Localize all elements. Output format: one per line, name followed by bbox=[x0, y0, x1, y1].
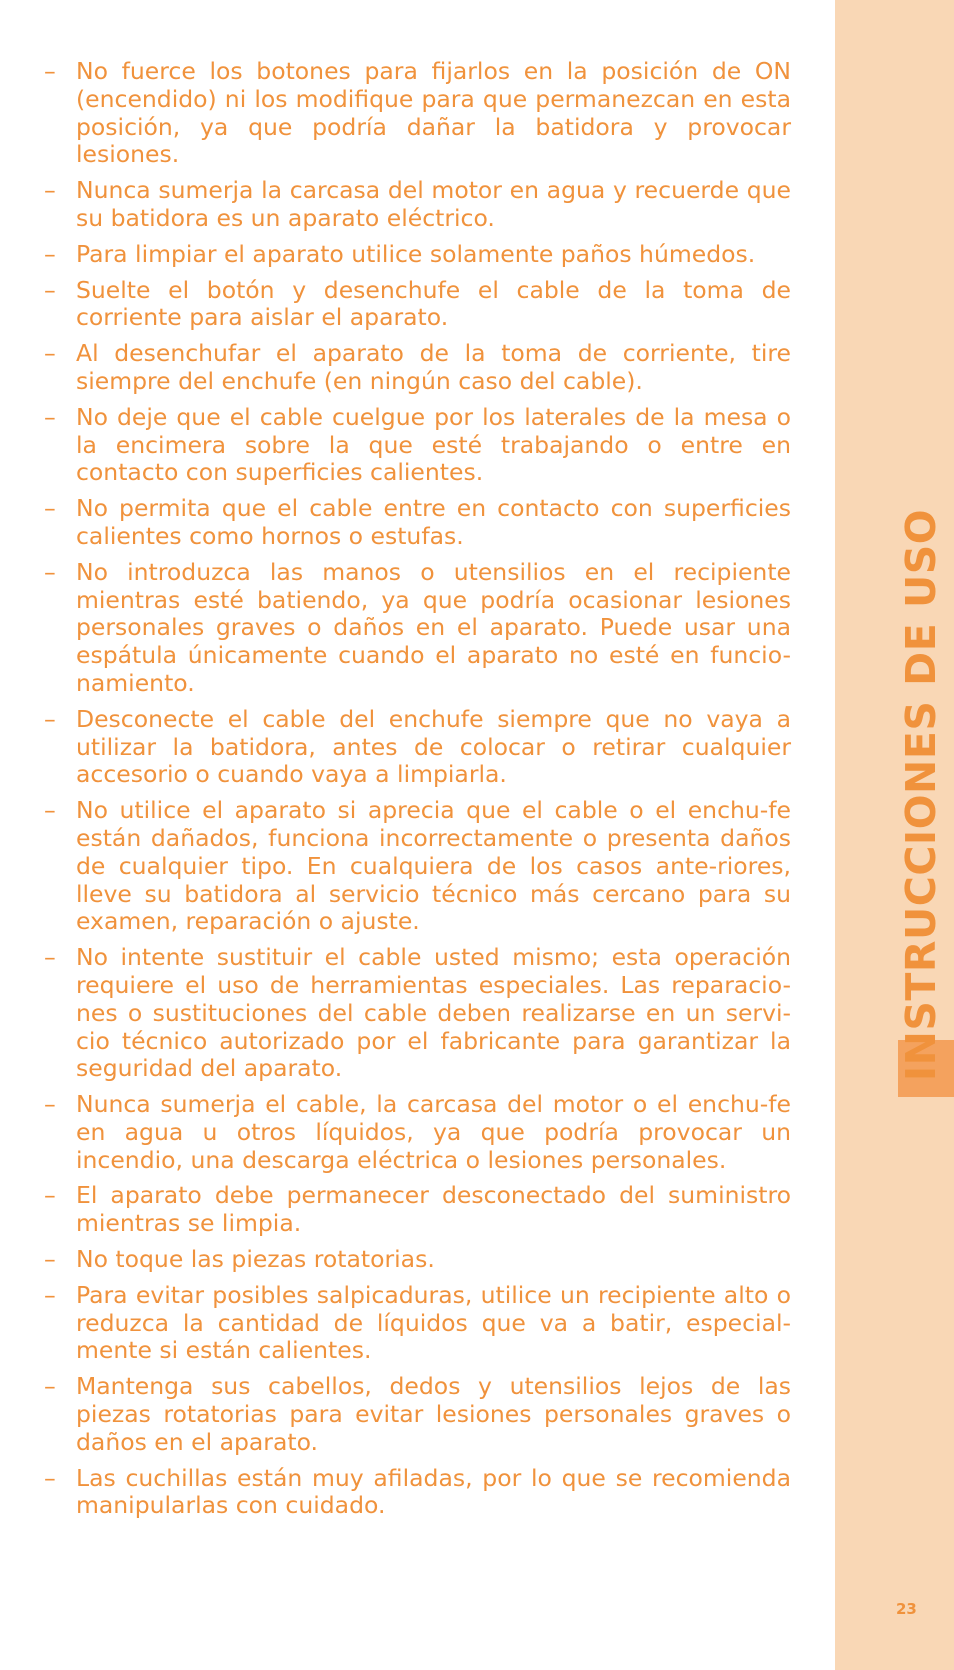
dash-bullet: – bbox=[44, 57, 56, 85]
list-item bbox=[44, 277, 791, 333]
dash-bullet: – bbox=[44, 176, 56, 205]
dash-bullet: – bbox=[44, 1245, 56, 1274]
section-title: INSTRUCCIONES DE USO bbox=[897, 508, 945, 1082]
list-item bbox=[44, 1246, 791, 1274]
list-item-text: Mantenga sus cabellos, dedos y utensilios lejos de las piezas rotatorias para evitar lesiones personales graves o daños en el aparato. bbox=[76, 1372, 791, 1456]
list-item bbox=[44, 1373, 791, 1456]
list-item-text: Desconecte el cable del enchufe siempre que no vaya a utilizar la batidora, antes de colocar o retirar cualquier accesorio o cuando vaya a limpiarla. bbox=[76, 704, 791, 789]
list-item bbox=[44, 1182, 791, 1238]
dash-bullet: – bbox=[44, 1090, 56, 1119]
list-item-text: El aparato debe permanecer desconectado del suministro mientras se limpia. bbox=[76, 1181, 791, 1238]
list-item bbox=[44, 495, 791, 551]
list-item-text: No deje que el cable cuelgue por los laterales de la mesa o la encimera sobre la que esté trabajando o entre en contacto con superficies calientes. bbox=[76, 402, 791, 487]
list-item-text: No fuerce los botones para fijarlos en la posición de ON (encendido) ni los modifique para que permanezcan en esta posición, ya que podría dañar la batidora y provocar lesiones. bbox=[76, 57, 791, 169]
dash-bullet: – bbox=[44, 239, 56, 268]
dash-bullet: – bbox=[44, 704, 56, 733]
list-item-text: Nunca sumerja el cable, la carcasa del motor o el enchu-fe en agua u otros líquidos, ya que podría provocar un incendio, una descarga eléctrica o lesiones personales. bbox=[76, 1090, 791, 1174]
dash-bullet: – bbox=[44, 1181, 56, 1210]
dash-bullet: – bbox=[44, 275, 56, 304]
list-item bbox=[44, 1465, 791, 1521]
list-item-text: Las cuchillas están muy afiladas, por lo que se recomienda manipularlas con cuidado. bbox=[76, 1463, 791, 1520]
list-item-text: Para evitar posibles salpicaduras, utilice un recipiente alto o reduzca la cantidad de líquidos que va a batir, especial-mente si están calientes. bbox=[76, 1280, 791, 1365]
list-item bbox=[44, 1091, 791, 1174]
dash-bullet: – bbox=[44, 494, 56, 523]
list-item-text: Para limpiar el aparato utilice solamente paños húmedos. bbox=[76, 239, 756, 268]
list-item bbox=[44, 58, 791, 169]
dash-bullet: – bbox=[44, 796, 56, 825]
list-item bbox=[44, 706, 791, 789]
list-item bbox=[44, 404, 791, 487]
dash-bullet: – bbox=[44, 402, 56, 431]
list-item-text: No toque las piezas rotatorias. bbox=[76, 1245, 435, 1274]
list-item bbox=[44, 944, 791, 1083]
dash-bullet: – bbox=[44, 557, 56, 586]
list-item bbox=[44, 177, 791, 233]
list-item-text: No utilice el aparato si aprecia que el cable o el enchu-fe están dañados, funciona incorrectamente o presenta daños de cualquier tipo. En cualquiera de los casos ante-riores, lleve su batidora al servicio técnico más cercano para su examen, reparación o ajuste. bbox=[76, 796, 791, 936]
list-item-text: Nunca sumerja la carcasa del motor en agua y recuerde que su batidora es un aparato eléctrico. bbox=[76, 176, 791, 232]
list-item bbox=[44, 1282, 791, 1365]
list-item-text: Al desenchufar el aparato de la toma de corriente, tire siempre del enchufe (en ningún caso del cable). bbox=[76, 339, 791, 395]
dash-bullet: – bbox=[44, 1372, 56, 1401]
list-item-text: No introduzca las manos o utensilios en el recipiente mientras esté batiendo, ya que podría ocasionar lesiones personales graves o daños en el aparato. Puede usar una espátula únicamente cuando el aparato no esté en funcio-namiento. bbox=[76, 557, 791, 697]
list-item bbox=[44, 797, 791, 936]
dash-bullet: – bbox=[44, 1280, 56, 1309]
dash-bullet: – bbox=[44, 943, 56, 972]
instructions-list bbox=[44, 58, 791, 1528]
dash-bullet: – bbox=[44, 339, 56, 368]
list-item-text: No permita que el cable entre en contacto con superficies calientes como hornos o estufas. bbox=[76, 494, 791, 550]
list-item bbox=[44, 559, 791, 698]
page-number: 23 bbox=[896, 1600, 917, 1618]
list-item bbox=[44, 241, 791, 269]
list-item-text: Suelte el botón y desenchufe el cable de la toma de corriente para aislar el aparato. bbox=[76, 275, 791, 332]
list-item-text: No intente sustituir el cable usted mismo; esta operación requiere el uso de herramientas especiales. Las reparacio-nes o sustituciones del cable deben realizarse en un servi-cio técnico autorizado por el fabricante para garantizar la seguridad del aparato. bbox=[76, 943, 791, 1083]
list-item bbox=[44, 340, 791, 396]
dash-bullet: – bbox=[44, 1463, 56, 1492]
